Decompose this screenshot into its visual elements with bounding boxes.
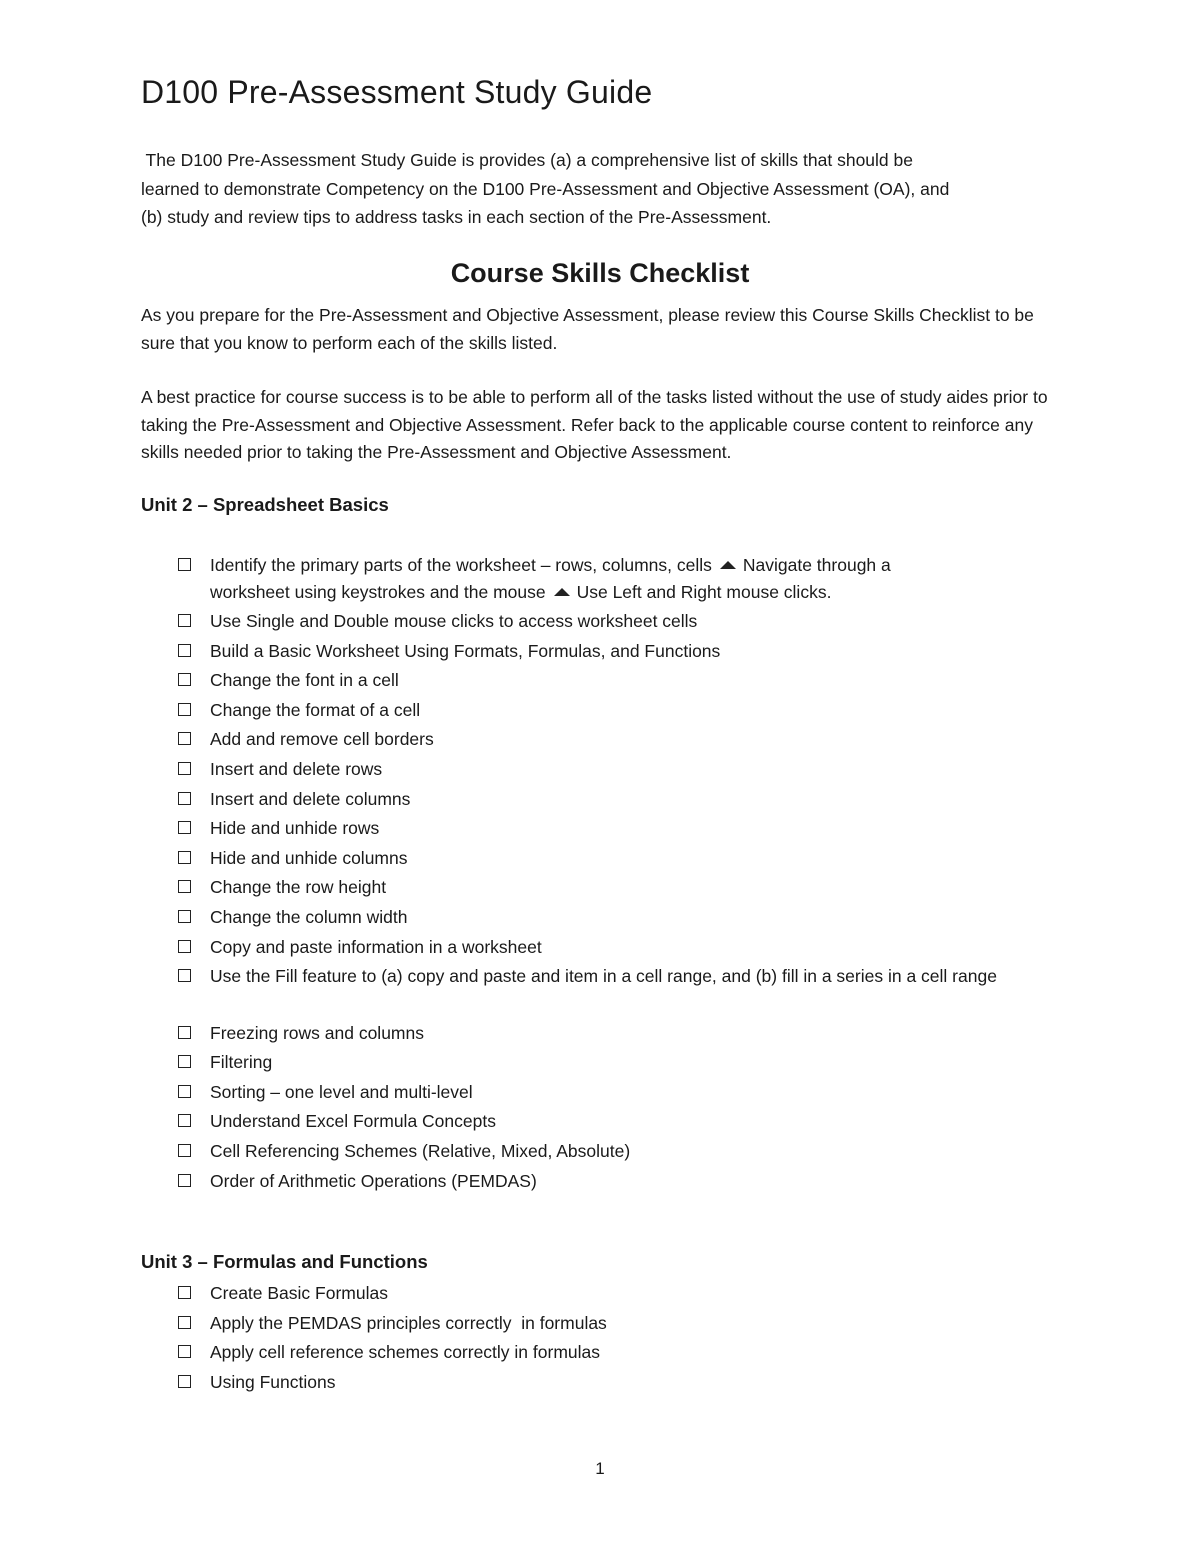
checklist-item (175, 1168, 1065, 1198)
checkbox-icon[interactable] (178, 644, 191, 657)
intro-line: (b) study and review tips to address tasks in each section of the Pre-Assessment. (141, 207, 772, 227)
intro-paragraph (141, 146, 1061, 232)
checklist-item (175, 1369, 1065, 1399)
checklist-item-text: worksheet using keystrokes and the mouse (210, 582, 546, 602)
checklist-item-text: Change the format of a cell (210, 699, 421, 720)
checklist-item (175, 726, 1065, 756)
checklist-item (175, 786, 1065, 816)
checkbox-icon[interactable] (178, 851, 191, 864)
unit3-heading: Unit 3 – Formulas and Functions (141, 1251, 428, 1272)
checkbox-icon[interactable] (178, 1286, 191, 1299)
checkbox-icon[interactable] (178, 762, 191, 775)
checklist-item (175, 1310, 1065, 1340)
checklist-item (175, 963, 1065, 1020)
checklist-item-text: Change the font in a cell (210, 670, 399, 691)
unit2-heading: Unit 2 – Spreadsheet Basics (141, 494, 389, 515)
checkbox-icon[interactable] (178, 1055, 191, 1068)
checklist-item-text: Build a Basic Worksheet Using Formats, Formulas, and Functions (210, 640, 721, 661)
checklist-item (175, 1049, 1065, 1079)
checkbox-icon[interactable] (178, 1114, 191, 1127)
checkbox-icon[interactable] (178, 1026, 191, 1039)
checkbox-icon[interactable] (178, 673, 191, 686)
checklist-item-text: Understand Excel Formula Concepts (210, 1111, 496, 1132)
checklist-item-text: Create Basic Formulas (210, 1283, 388, 1303)
checklist-item (175, 904, 1065, 934)
checklist-item (175, 638, 1065, 668)
best-practice-paragraph: A best practice for course success is to be able to perform all of the tasks listed without the use of study aides prior to taking the Pre-Assessment and Objective Assessment. Refer back to the applicable course content to reinforce any skills needed prior to taking the Pre-Assessment and Objective Assessment. (141, 387, 1048, 462)
checklist-item (175, 934, 1065, 964)
checkbox-icon[interactable] (178, 1085, 191, 1098)
prepare-paragraph: As you prepare for the Pre-Assessment and Objective Assessment, please review this Course Skills Checklist to be sure that you know to perform each of the skills listed. (141, 305, 1034, 353)
checkbox-icon[interactable] (178, 732, 191, 745)
checkbox-icon[interactable] (178, 1144, 191, 1157)
page-number: 1 (595, 1459, 605, 1478)
checkbox-icon[interactable] (178, 1375, 191, 1388)
checklist-item-text: Use Left and Right mouse clicks. (576, 582, 832, 602)
checklist-item (175, 1280, 1065, 1310)
checklist-item (175, 697, 1065, 727)
checklist-item (175, 874, 1065, 904)
checklist-item (175, 1079, 1065, 1109)
checklist-item-text: Using Functions (210, 1371, 336, 1392)
checklist-item-text: Use the Fill feature to (a) copy and paste and item in a cell range, and (b) fill in a series in a cell range (210, 966, 997, 987)
unit3-checklist (175, 1280, 1065, 1398)
checklist-item (175, 552, 1065, 608)
unit2-checklist (175, 552, 1065, 1197)
checkbox-icon[interactable] (178, 1174, 191, 1187)
checklist-item (175, 756, 1065, 786)
checklist-item-text: Change the row height (210, 877, 387, 898)
checklist-item-text: Apply the PEMDAS principles correctly in formulas (210, 1312, 607, 1333)
intro-line: The D100 Pre-Assessment Study Guide is provides (a) a comprehensive list of skills that should be (141, 150, 913, 170)
checklist-item (175, 815, 1065, 845)
checklist-item-text: Navigate through a (742, 555, 891, 575)
checklist-item (175, 1108, 1065, 1138)
checkbox-icon[interactable] (178, 1345, 191, 1358)
checklist-item-text: Use Single and Double mouse clicks to access worksheet cells (210, 611, 698, 631)
checklist-item (175, 1020, 1065, 1050)
checklist-item-text: Identify the primary parts of the worksheet – rows, columns, cells (210, 555, 712, 575)
checklist-item-text: Copy and paste information in a worksheet (210, 936, 542, 957)
checklist-item-text: Apply cell reference schemes correctly in formulas (210, 1342, 601, 1363)
checklist-item-text: Add and remove cell borders (210, 729, 434, 750)
triangle-bullet-icon (720, 561, 736, 569)
checkbox-icon[interactable] (178, 821, 191, 834)
checklist-item-text: Sorting – one level and multi-level (210, 1081, 473, 1102)
checklist-item-text: Cell Referencing Schemes (Relative, Mixed, Absolute) (210, 1141, 631, 1161)
checklist-item-text: Freezing rows and columns (210, 1022, 424, 1043)
checkbox-icon[interactable] (178, 614, 191, 627)
checkbox-icon[interactable] (178, 1316, 191, 1329)
section-heading: Course Skills Checklist (450, 258, 750, 288)
checklist-item (175, 1339, 1065, 1369)
checkbox-icon[interactable] (178, 880, 191, 893)
checklist-item (175, 608, 1065, 638)
checklist-item-text: Hide and unhide rows (210, 818, 380, 839)
intro-line: learned to demonstrate Competency on the D100 Pre-Assessment and Objective Assessment (OA), and (141, 178, 950, 199)
checklist-item-text: Insert and delete rows (210, 758, 383, 779)
checklist-item (175, 1138, 1065, 1168)
checklist-item-text: Change the column width (210, 906, 408, 927)
checklist-item-text: Hide and unhide columns (210, 847, 408, 868)
checkbox-icon[interactable] (178, 910, 191, 923)
checklist-item (175, 845, 1065, 875)
checklist-item-text: Order of Arithmetic Operations (PEMDAS) (210, 1170, 537, 1191)
checkbox-icon[interactable] (178, 558, 191, 571)
checklist-item-text: Filtering (210, 1052, 273, 1073)
triangle-bullet-icon (554, 588, 570, 596)
checkbox-icon[interactable] (178, 969, 191, 982)
checkbox-icon[interactable] (178, 940, 191, 953)
checklist-item (175, 667, 1065, 697)
checkbox-icon[interactable] (178, 792, 191, 805)
document-title: D100 Pre-Assessment Study Guide (141, 74, 653, 110)
checklist-item-text: Insert and delete columns (210, 788, 411, 809)
checkbox-icon[interactable] (178, 703, 191, 716)
